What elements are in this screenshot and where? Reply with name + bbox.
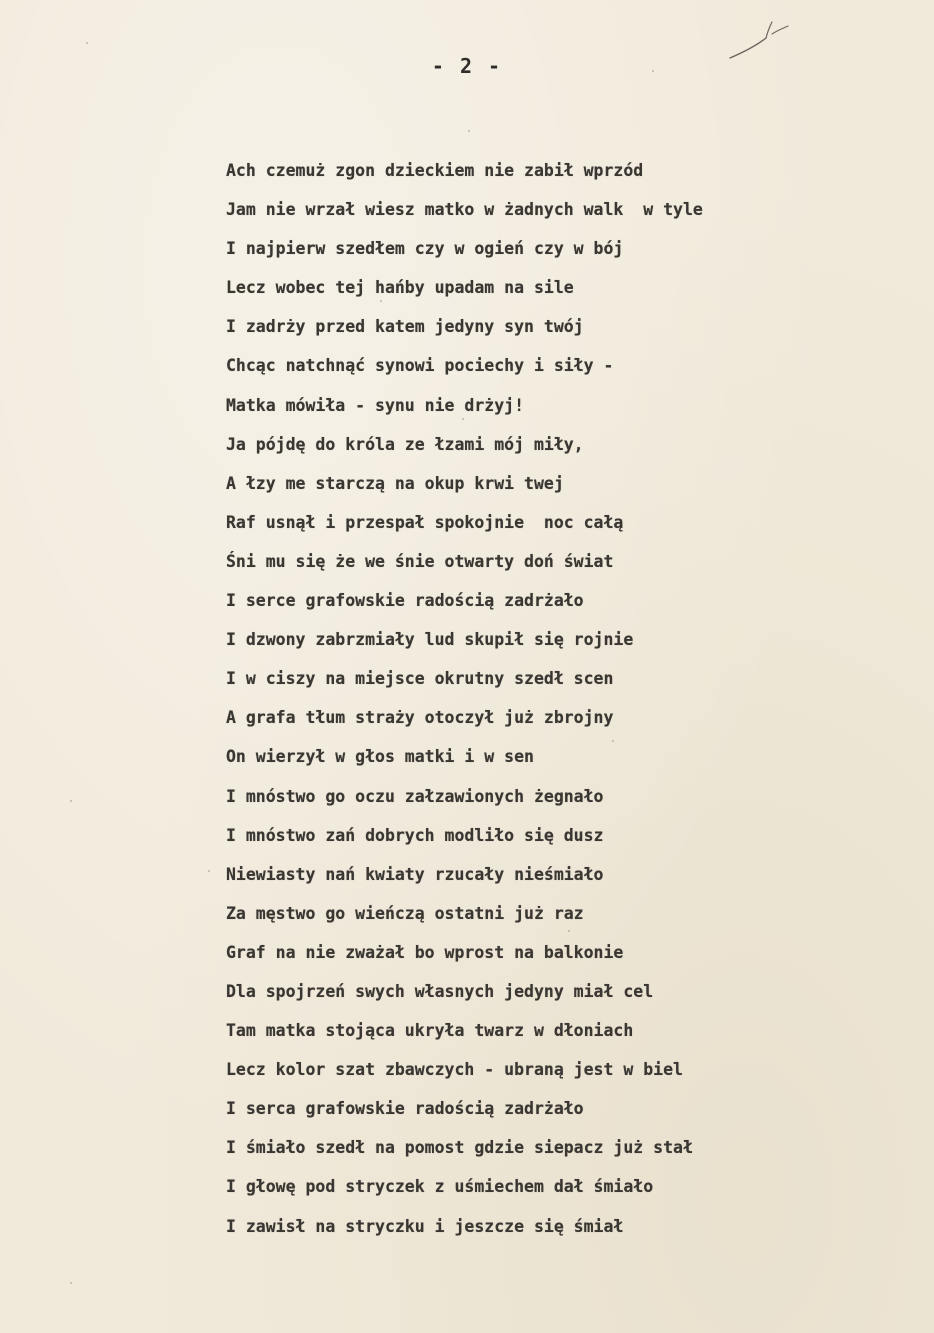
paper-speck	[652, 70, 654, 72]
paper-speck	[70, 1282, 72, 1284]
poem-line: On wierzył w głos matki i w sen	[226, 747, 534, 767]
poem-line: Lecz wobec tej hańby upadam na sile	[226, 278, 574, 298]
paper-speck	[468, 130, 470, 132]
poem-line: A łzy me starczą na okup krwi twej	[226, 473, 564, 493]
poem-line: Śni mu się że we śnie otwarty doń świat	[226, 551, 614, 571]
poem-line: Chcąc natchnąć synowi pociechy i siły -	[226, 356, 614, 376]
poem-line: I głowę pod stryczek z uśmiechem dał śmiało	[226, 1177, 654, 1197]
poem-line: I serca grafowskie radością zadrżało	[226, 1099, 584, 1119]
paper-speck	[462, 418, 464, 420]
paper-speck	[70, 800, 72, 802]
poem-line: Matka mówiła - synu nie drżyj!	[226, 395, 525, 415]
poem-line: I zadrży przed katem jedyny syn twój	[226, 317, 584, 337]
poem-line: Za męstwo go wieńczą ostatni już raz	[226, 903, 584, 923]
poem-line: I śmiało szedł na pomost gdzie siepacz już stał	[226, 1138, 693, 1158]
poem-line: I zawisł na stryczku i jeszcze się śmiał	[226, 1216, 624, 1236]
poem-line: Ach czemuż zgon dzieckiem nie zabił wprzód	[226, 161, 644, 180]
poem-line: Lecz kolor szat zbawczych - ubraną jest w biel	[226, 1060, 683, 1080]
poem-line: I w ciszy na miejsce okrutny szedł scen	[226, 669, 614, 689]
poem-line: I najpierw szedłem czy w ogień czy w bój	[226, 239, 624, 259]
poem-line: I mnóstwo go oczu załzawionych żegnało	[226, 786, 604, 806]
poem-text	[226, 151, 846, 1246]
poem-line: Raf usnął i przespał spokojnie noc całą	[226, 512, 624, 532]
paper-speck	[380, 300, 382, 302]
poem-line: Niewiasty nań kwiaty rzucały nieśmiało	[226, 864, 604, 884]
poem-line: Graf na nie zważał bo wprost na balkonie	[226, 942, 624, 962]
paper-speck	[86, 42, 88, 44]
poem-line: I serce grafowskie radością zadrżało	[226, 591, 584, 611]
poem-line: A grafa tłum straży otoczył już zbrojny	[226, 708, 614, 728]
poem-line: Tam matka stojąca ukryła twarz w dłoniach	[226, 1021, 634, 1041]
poem-line: I mnóstwo zań dobrych modliło się dusz	[226, 825, 604, 845]
poem-line: I dzwony zabrzmiały lud skupił się rojnie	[226, 630, 634, 650]
poem-line: Ja pójdę do króla ze łzami mój miły,	[226, 434, 584, 454]
paper-speck	[612, 740, 614, 742]
paper-speck	[208, 870, 210, 872]
poem-line: Jam nie wrzał wiesz matko w żadnych walk w tyle	[226, 200, 703, 220]
paper-speck	[568, 930, 570, 932]
poem-line: Dla spojrzeń swych własnych jedyny miał cel	[226, 981, 654, 1001]
page-number: - 2 -	[431, 54, 503, 78]
